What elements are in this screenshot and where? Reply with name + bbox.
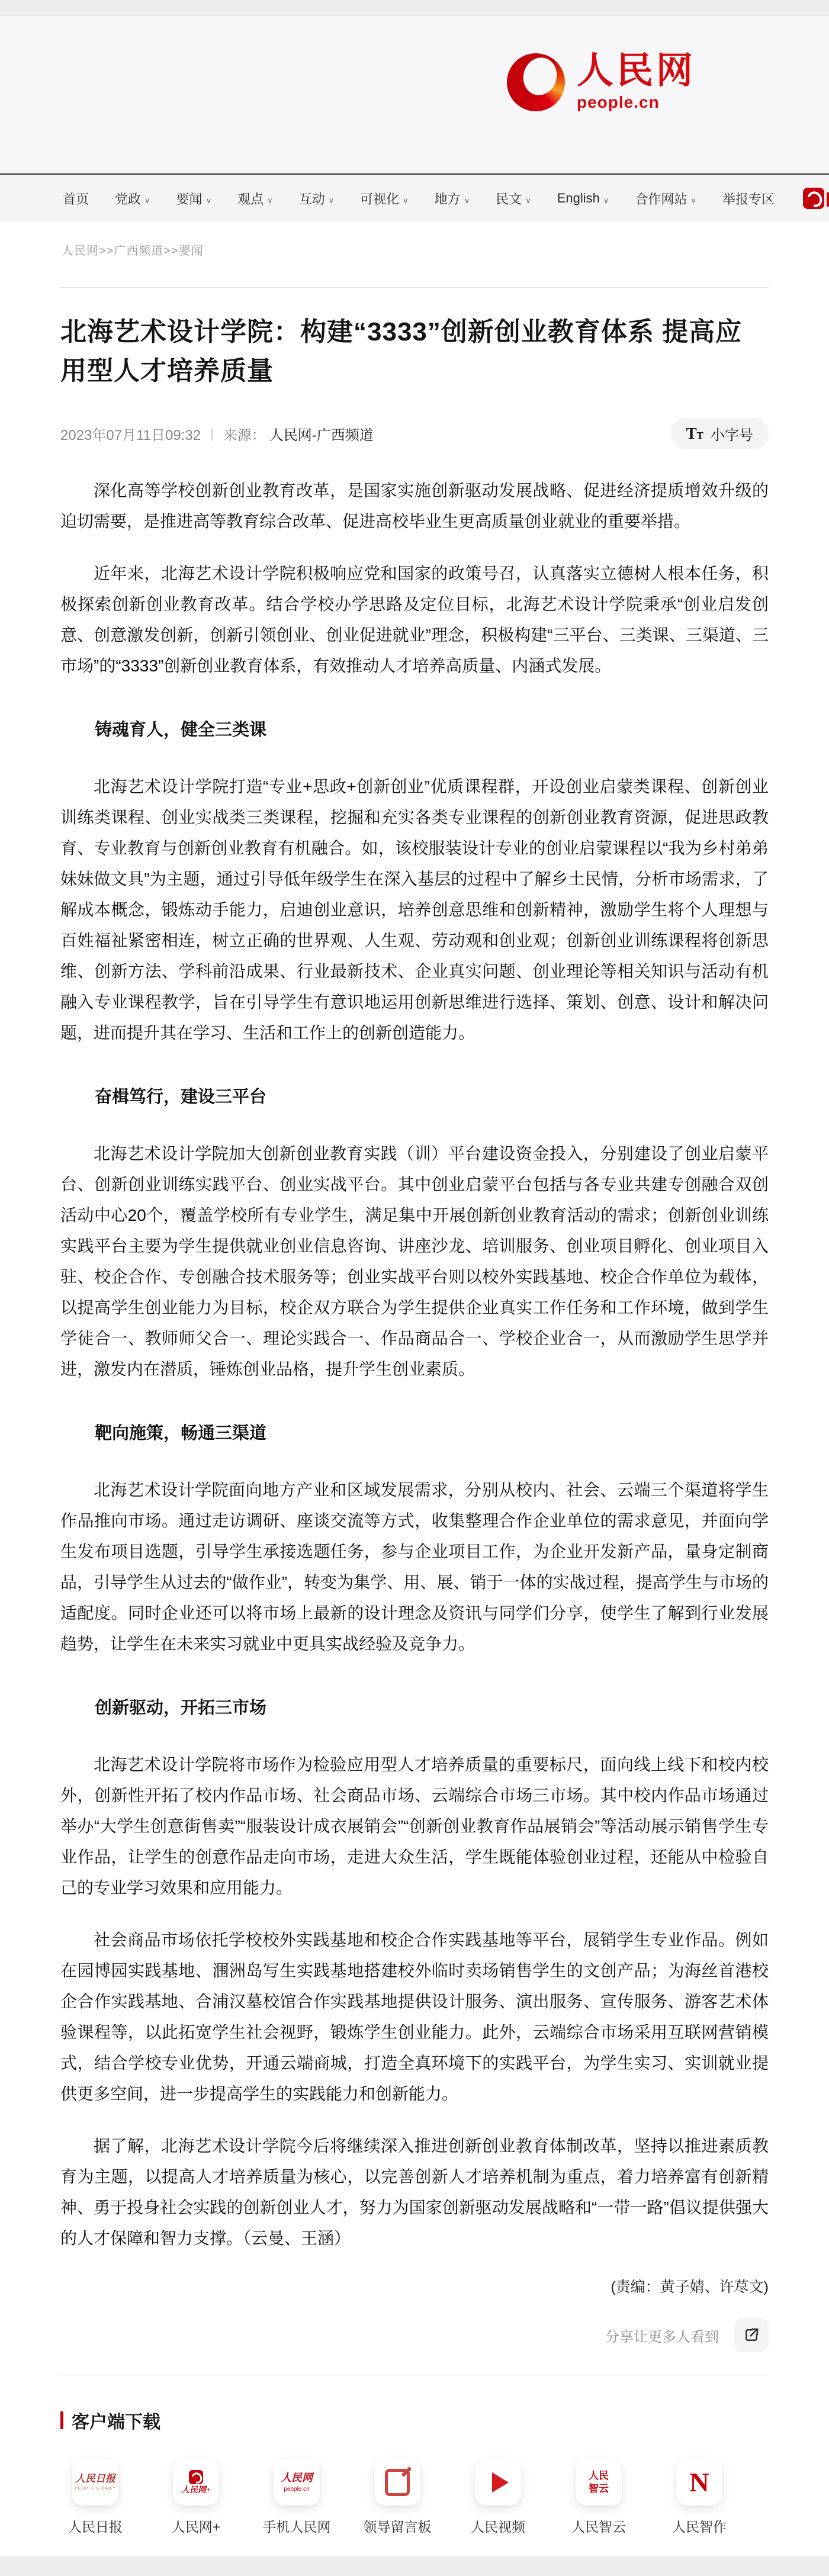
app-card: 人民网 people.cn [274, 2459, 320, 2506]
meta-separator: | [210, 426, 214, 441]
browser-top-strip [0, 0, 829, 16]
chevron-down-icon [267, 191, 273, 206]
app-download-item[interactable] [45, 2459, 146, 2536]
article-block: 创新驱动，开拓三市场 [95, 1699, 267, 1718]
people-web-plus-app-icon [189, 2470, 203, 2484]
app-label: 人民视频 [471, 2519, 525, 2535]
chevron-down-icon [403, 191, 409, 206]
app-download-item[interactable] [448, 2459, 548, 2536]
nav-item-label: English [557, 191, 600, 205]
article-meta-row [60, 418, 769, 449]
app-label: 人民日报 [68, 2519, 123, 2535]
people-cn-corner-app-icon[interactable] [803, 188, 824, 209]
app-download-item[interactable] [548, 2459, 649, 2536]
article-block: 社会商品市场依托学校校外实践基地和校企合作实践基地等平台，展销学生专业作品。例如在园博园实践基地、涠洲岛写生实践基地搭建校外临时卖场销售学生的文创产品；为海丝首港校企合作实践基地、合浦汉墓校馆合作实践基地提供设计服务、演出服务、宣传服务、游客艺术体验课程等，以此拓宽学生社会视野，锻炼学生创业能力。此外，云端综合市场采用互联网营销模式，结合学校专业优势，开通云端商城，打造全真环境下的实践平台，为学生实习、实训就业提供更多空间，进一步提高学生的实践能力和创新能力。 [60, 1931, 769, 2103]
share-button[interactable] [734, 2318, 769, 2352]
app-card: 人民网+ [173, 2459, 219, 2506]
breadcrumb[interactable]: 人民网>>广西频道>>要闻 [62, 245, 204, 258]
nav-item-label: 观点 [237, 191, 264, 207]
nav-item-label: 合作网站 [635, 191, 687, 207]
app-label: 人民智作 [672, 2519, 727, 2535]
nav-item-label: 地方 [434, 191, 461, 207]
nav-list [63, 189, 775, 208]
nav-item[interactable] [635, 189, 696, 208]
chevron-down-icon [206, 191, 212, 206]
app-card [475, 2459, 521, 2506]
site-header [0, 16, 829, 173]
app-card: 人民 智云 [576, 2459, 622, 2506]
chevron-down-icon [603, 191, 609, 206]
article-block: 据了解，北海艺术设计学院今后将继续深入推进创新创业教育体制改革，坚持以推进素质教育为主题，以提高人才培养质量为核心，以完善创新人才培养机制为重点，着力培养富有创新精神、勇于投身社会实践的创新创业人才，努力为国家创新驱动发展战略和“一带一路”倡议提供强大的人才保障和智力支撑。（云曼、王涵） [60, 2137, 769, 2247]
chevron-down-icon [525, 191, 531, 206]
nav-item[interactable] [496, 189, 531, 208]
chevron-down-icon [144, 191, 150, 206]
app-label: 领导留言板 [363, 2519, 432, 2535]
app-label: 人民智云 [571, 2519, 626, 2535]
apps-download-section [60, 2407, 769, 2536]
main-nav [0, 175, 829, 222]
nav-item-label: 可视化 [360, 191, 400, 207]
nav-item-label: 互动 [298, 191, 325, 207]
article-container [60, 287, 769, 2536]
chevron-down-icon [690, 191, 696, 206]
chevron-down-icon [464, 191, 470, 206]
nav-item-label: 党政 [115, 191, 142, 207]
people-cn-swirl-logo-icon [507, 53, 565, 111]
font-size-button[interactable] [671, 418, 769, 449]
publish-date: 2023年07月11日09:32 [60, 427, 201, 443]
source-link[interactable]: 人民网-广西频道 [269, 427, 374, 443]
font-size-button-label: 小字号 [711, 427, 753, 443]
nav-item[interactable] [63, 189, 89, 208]
nav-item[interactable] [115, 189, 150, 208]
share-label: 分享让更多人看到 [605, 2329, 719, 2345]
nav-item[interactable] [557, 191, 609, 206]
app-card: 人民日报 PEOPLE'S DAILY [72, 2459, 118, 2506]
article-block: 近年来，北海艺术设计学院积极响应党和国家的政策号召，认真落实立德树人根本任务，积极探索创新创业教育改革。结合学校办学思路及定位目标，北海艺术设计学院秉承“创业启发创意、创意激发创新，创新引领创业、创业促进就业”理念，积极构建“三平台、三类课、三渠道、三市场”的“3333”创新创业教育体系，有效推动人才培养高质量、内涵式发展。 [60, 564, 769, 675]
article-block: 铸魂育人，健全三类课 [95, 721, 267, 739]
app-download-item[interactable] [347, 2459, 448, 2536]
people-cn-logo[interactable] [507, 53, 696, 112]
page-title: 北海艺术设计学院：构建“3333”创新创业教育体系 提高应用型人才培养质量 [60, 317, 743, 385]
leader-message-board-app-icon [385, 2469, 410, 2496]
nav-item-label: 首页 [63, 191, 89, 207]
app-label: 手机人民网 [262, 2519, 331, 2535]
app-download-item[interactable] [649, 2459, 750, 2536]
article-block: 深化高等学校创新创业教育改革，是国家实施创新驱动发展战略、促进经济提质增效升级的迫切需要，是推进高等教育综合改革、促进高校毕业生更高质量创业就业的重要举措。 [60, 481, 769, 530]
article-block: 奋楫笃行，建设三平台 [95, 1088, 267, 1107]
nav-item[interactable] [360, 189, 409, 208]
article-block: 靶向施策，畅通三渠道 [95, 1424, 267, 1443]
apps-section-title: 客户端下载 [72, 2413, 160, 2432]
nav-item-label: 民文 [496, 191, 522, 207]
nav-item[interactable] [435, 189, 470, 208]
people-smart-creation-app-icon: N [689, 2467, 709, 2497]
article-body [60, 475, 769, 2254]
app-card [676, 2459, 722, 2506]
nav-item[interactable] [176, 189, 212, 208]
app-card [374, 2459, 420, 2506]
app-download-item[interactable] [246, 2459, 347, 2536]
share-external-icon [743, 2326, 760, 2344]
nav-item-label: 要闻 [176, 191, 203, 207]
article-block: 北海艺术设计学院加大创新创业教育实践（训）平台建设资金投入，分别建设了创业启蒙平台、创新创业训练实践平台、创业实战平台。其中创业启蒙平台包括与各专业共建专创融合双创活动中心20个，覆盖学校所有专业学生，满足集中开展创新创业教育活动的需求；创新创业训练实践平台主要为学生提供就业创业信息咨询、讲座沙龙、培训服务、创业项目孵化、创业项目入驻、校企合作、专创融合技术服务等；创业实战平台则以校外实践基地、校企合作单位为载体，以提高学生创业能力为目标，校企双方联合为学生提供企业真实工作任务和工作环境，做到学生学徒合一、教师师父合一、理论实践合一、作品商品合一、学校企业合一，从而激励学生思学并进，激发内在潜质，锤炼创业品格，提升学生创业素质。 [60, 1144, 769, 1378]
article-block: 北海艺术设计学院打造“专业+思政+创新创业”优质课程群，开设创业启蒙类课程、创新创业训练类课程、创业实战类三类课程，挖掘和充实各类专业课程的创新创业教育资源，促进思政教育、专业教育与创新创业教育有机融合。如，该校服装设计专业的创业启蒙课程以“我为乡村弟弟妹妹做文具”为主题，通过引导低年级学生在深入基层的过程中了解乡土民情，分析市场需求，了解成本概念，锻炼动手能力，启迪创业意识，培养创意思维和创新精神，激励学生将个人理想与百姓福祉紧密相连，树立正确的世界观、人生观、劳动观和创业观；创新创业训练课程将创新思维、创新方法、学科前沿成果、行业最新技术、企业真实问题、创业理论等相关知识与活动有机融入专业课程教学，旨在引导学生有意识地运用创新思维进行选择、策划、创意、设计和解决问题，进而提升其在学习、生活和工作上的创新创造能力。 [60, 777, 769, 1042]
nav-item[interactable] [299, 189, 335, 208]
chevron-down-icon [329, 191, 335, 206]
font-size-tt-icon: T T [686, 424, 703, 442]
section-red-bar [60, 2411, 63, 2429]
logo-text-en: people.cn [577, 93, 660, 111]
nav-item[interactable] [722, 189, 775, 208]
apps-row [45, 2459, 769, 2536]
article-block: 北海艺术设计学院将市场作为检验应用型人才培养质量的重要标尺，面向线上线下和校内校外，创新性开拓了校内作品市场、社会商品市场、云端综合市场三市场。其中校内作品市场通过举办“大学生创意街售卖”“服装设计成衣展销会”“创新创业教育作品展销会”等活动展示销售学生专业作品，让学生的创意作品走向市场，走进大众生活，学生既能体验创业过程，还能从中检验自己的专业学习效果和应用能力。 [60, 1755, 769, 1897]
nav-item[interactable] [237, 189, 273, 208]
page-footer-strip [0, 2556, 829, 2576]
article-block: 北海艺术设计学院面向地方产业和区域发展需求，分别从校内、社会、云端三个渠道将学生作品推向市场。通过走访调研、座谈交流等方式，收集整理合作企业单位的需求意见，并面向学生发布项目选题，引导学生承接选题任务，参与企业项目工作，为企业开发新产品，量身定制商品，引导学生从过去的“做作业”，转变为集学、用、展、销于一体的实战过程，提高学生与市场的适配度。同时企业还可以将市场上最新的设计理念及资讯与同学们分享，使学生了解到行业发展趋势，让学生在未来实习就业中更具实战经验及竞争力。 [60, 1481, 769, 1653]
app-label: 人民网+ [171, 2519, 221, 2535]
people-video-app-icon [492, 2472, 509, 2493]
logo-text-cn: 人民网 [577, 51, 696, 91]
nav-edge-partial-icon [827, 192, 829, 207]
share-row [60, 2318, 769, 2352]
content-top-divider [60, 287, 769, 288]
source-label: 来源： [223, 427, 266, 443]
app-download-item[interactable] [146, 2459, 246, 2536]
nav-item-label: 举报专区 [722, 191, 775, 207]
breadcrumb-row [0, 222, 829, 274]
editor-byline: (责编：黄子婧、许荩文) [610, 2279, 769, 2295]
